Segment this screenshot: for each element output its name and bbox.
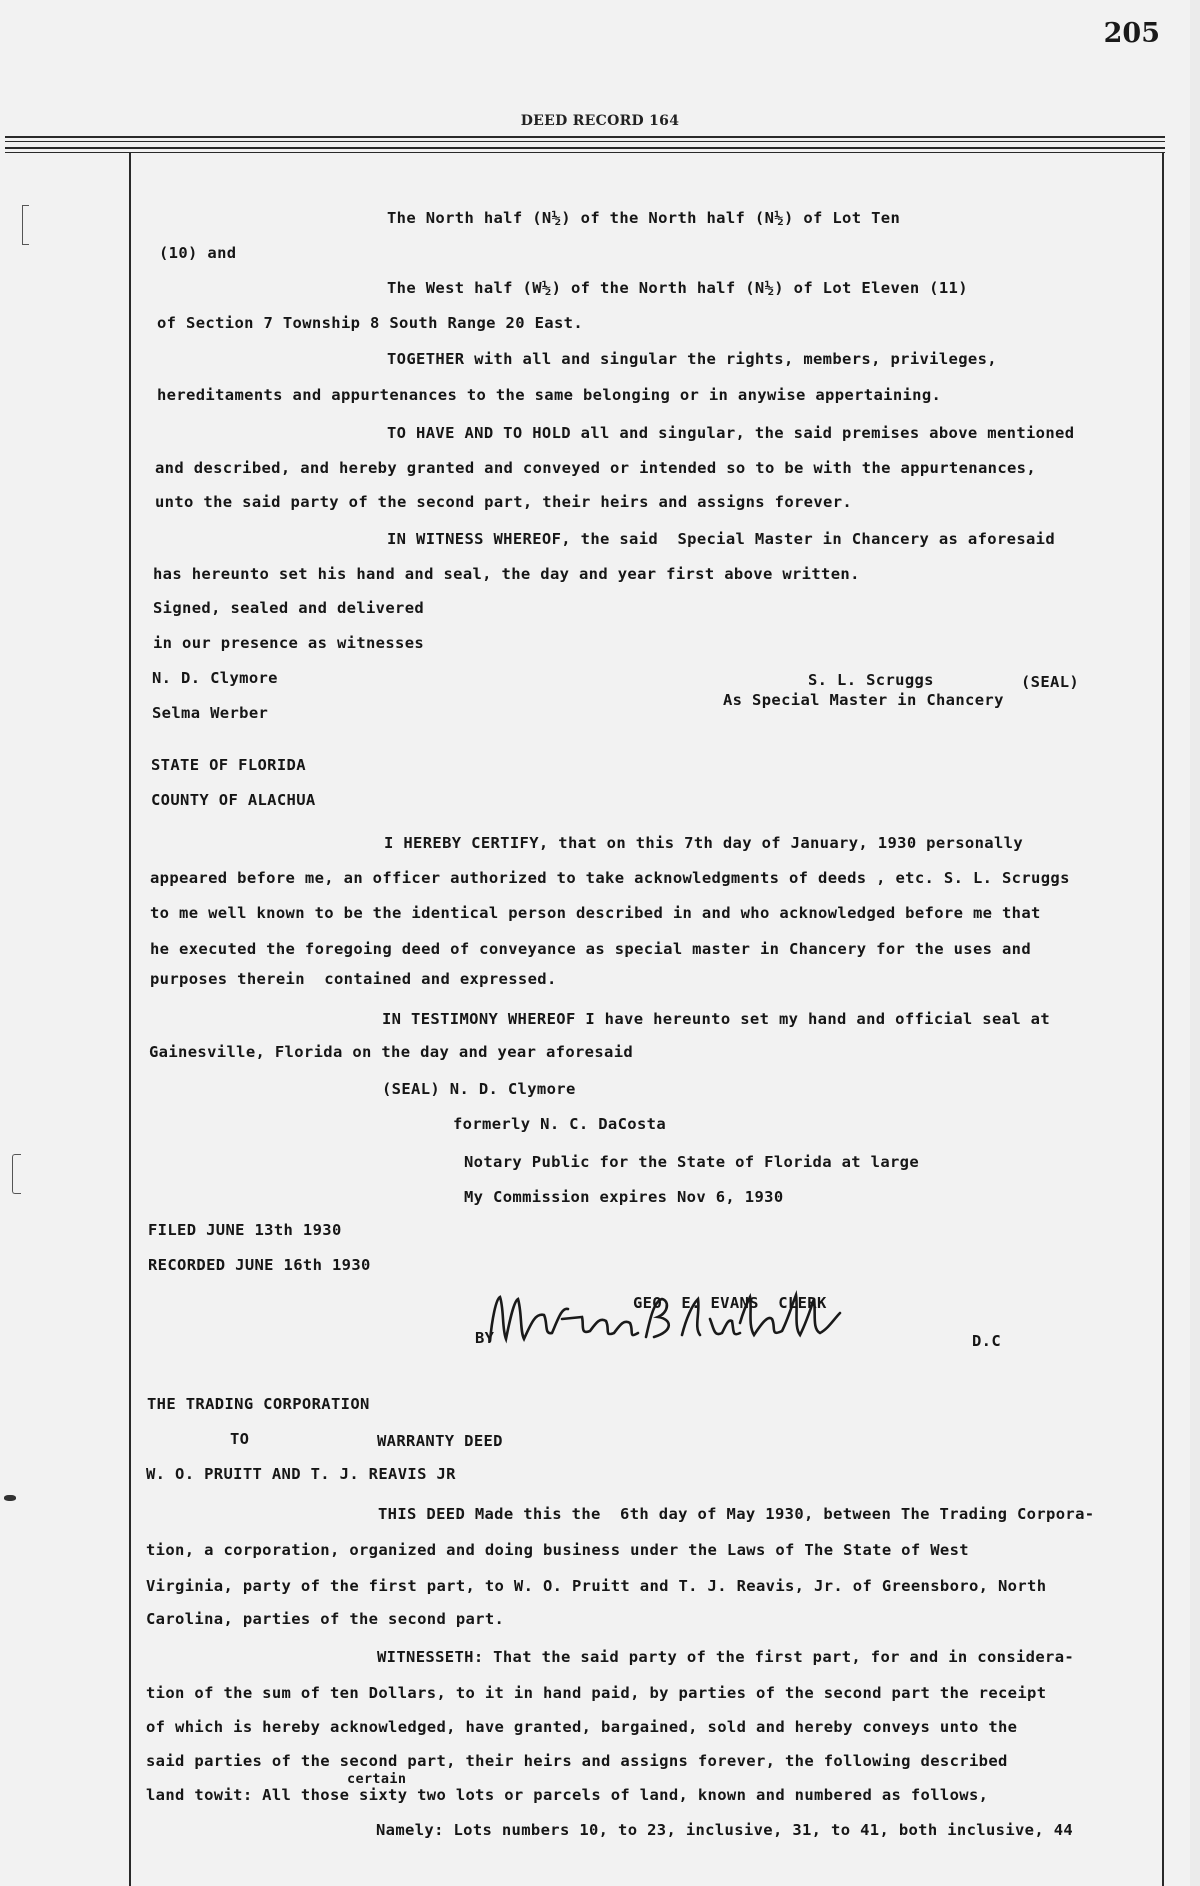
grantor-name: THE TRADING CORPORATION [147, 1395, 370, 1413]
by-label: BY [475, 1329, 495, 1347]
testimony-clause: IN TESTIMONY WHEREOF I have hereunto set my hand and official seal at [382, 1010, 1051, 1028]
habendum-clause: unto the said party of the second part, their heirs and assigns forever. [155, 493, 853, 511]
signer-name: S. L. Scruggs [808, 671, 934, 689]
lot-numbers-line: Namely: Lots numbers 10, to 23, inclusive, 31, to 41, both inclusive, 44 [376, 1821, 1074, 1839]
signed-sealed-line: Signed, sealed and delivered [153, 599, 425, 617]
county-caption: COUNTY OF ALACHUA [151, 791, 316, 809]
certification-line: purposes therein contained and expressed. [150, 970, 557, 988]
deed-type: WARRANTY DEED [377, 1432, 503, 1450]
together-clause: TOGETHER with all and singular the rights, members, privileges, [387, 350, 997, 368]
legal-description-line: The North half (N½) of the North half (N½) of Lot Ten [387, 209, 901, 227]
certification-line: to me well known to be the identical person described in and who acknowledged before me that [150, 904, 1041, 922]
habendum-clause: and described, and hereby granted and conveyed or intended so to be with the appurtenances, [155, 459, 1037, 477]
deed-body-line: tion, a corporation, organized and doing business under the Laws of The State of West [146, 1541, 969, 1559]
witness-clause: has hereunto set his hand and seal, the day and year first above written. [153, 565, 860, 583]
legal-description-line: (10) and [159, 244, 237, 262]
together-clause: hereditaments and appurtenances to the same belonging or in anywise appertaining. [157, 386, 942, 404]
witness-name: Selma Werber [152, 704, 269, 722]
signer-seal: (SEAL) [1021, 673, 1080, 691]
habendum-clause: TO HAVE AND TO HOLD all and singular, the said premises above mentioned [387, 424, 1075, 442]
certification-line: appeared before me, an officer authorized to take acknowledgments of deeds , etc. S. L. Scruggs [150, 869, 1070, 887]
signer-title: As Special Master in Chancery [723, 691, 1004, 709]
legal-description-line: The West half (W½) of the North half (N½) of Lot Eleven (11) [387, 279, 968, 297]
notary-commission: My Commission expires Nov 6, 1930 [464, 1188, 784, 1206]
witnesseth-line: tion of the sum of ten Dollars, to it in hand paid, by parties of the second part the receipt [146, 1684, 1047, 1702]
state-caption: STATE OF FLORIDA [151, 756, 306, 774]
legal-description-line: of Section 7 Township 8 South Range 20 East. [157, 314, 583, 332]
notary-former-name: formerly N. C. DaCosta [453, 1115, 666, 1133]
certification-line: he executed the foregoing deed of conveyance as special master in Chancery for the uses and [150, 940, 1032, 958]
interlinear-insertion: certain [347, 1771, 407, 1787]
handwritten-signature [478, 1279, 878, 1349]
witness-name: N. D. Clymore [152, 669, 278, 687]
deputy-clerk-label: D.C [972, 1332, 1002, 1350]
signed-sealed-line: in our presence as witnesses [153, 634, 425, 652]
grantee-names: W. O. PRUITT AND T. J. REAVIS JR [146, 1465, 456, 1483]
witnesseth-line: of which is hereby acknowledged, have granted, bargained, sold and hereby conveys unto the [146, 1718, 1018, 1736]
recorded-date: RECORDED JUNE 16th 1930 [148, 1256, 371, 1274]
page-number: 205 [1103, 18, 1160, 49]
clerk-name: GEO. E. EVANS CLERK [633, 1294, 827, 1312]
certification-line: I HEREBY CERTIFY, that on this 7th day of January, 1930 personally [384, 834, 1023, 852]
filed-date: FILED JUNE 13th 1930 [148, 1221, 342, 1239]
record-book-title: DEED RECORD 164 [520, 113, 680, 129]
notary-title: Notary Public for the State of Florida at large [464, 1153, 920, 1171]
witnesseth-line: said parties of the second part, their heirs and assigns forever, the following described [146, 1752, 1008, 1770]
deed-body-line: THIS DEED Made this the 6th day of May 1930, between The Trading Corpora- [378, 1505, 1095, 1523]
witnesseth-line: WITNESSETH: That the said party of the first part, for and in considera- [377, 1648, 1075, 1666]
testimony-clause: Gainesville, Florida on the day and year aforesaid [149, 1043, 634, 1061]
notary-name: (SEAL) N. D. Clymore [382, 1080, 576, 1098]
witnesseth-line: land towit: All those sixty two lots or parcels of land, known and numbered as follows, [146, 1786, 989, 1804]
to-label: TO [230, 1430, 250, 1448]
deed-body-line: Virginia, party of the first part, to W. O. Pruitt and T. J. Reavis, Jr. of Greensboro, North [146, 1577, 1047, 1595]
deed-body-line: Carolina, parties of the second part. [146, 1610, 505, 1628]
clerk-signature [478, 1279, 878, 1349]
witness-clause: IN WITNESS WHEREOF, the said Special Master in Chancery as aforesaid [387, 530, 1056, 548]
